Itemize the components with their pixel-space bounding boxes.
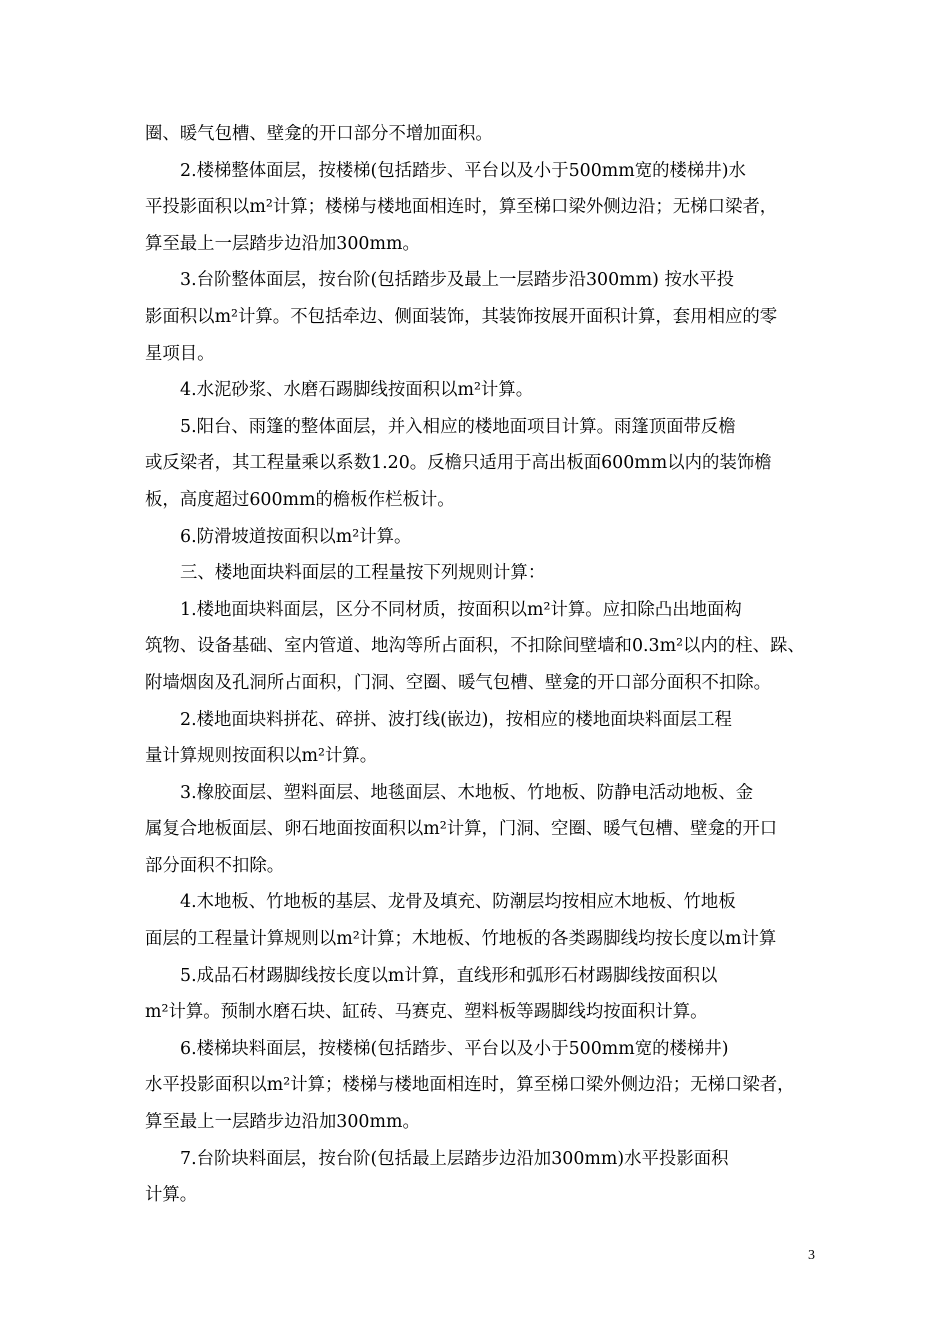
text-line: 3.台阶整体面层，按台阶(包括踏步及最上一层踏步沿300mm) 按水平投 — [180, 270, 735, 291]
text-line: m²计算。预制水磨石块、缸砖、马赛克、塑料板等踢脚线均按面积计算。 — [145, 1002, 708, 1023]
text-line: 算至最上一层踏步边沿加300mm。 — [145, 1112, 420, 1133]
text-line: 4.水泥砂浆、水磨石踢脚线按面积以m²计算。 — [180, 380, 534, 401]
text-line: 筑物、设备基础、室内管道、地沟等所占面积，不扣除间壁墙和0.3m²以内的柱、跺、 — [145, 636, 805, 657]
text-line: 附墙烟囱及孔洞所占面积，门洞、空圈、暖气包槽、壁龛的开口部分面积不扣除。 — [145, 672, 772, 693]
text-line: 5.阳台、雨篷的整体面层，并入相应的楼地面项目计算。雨篷顶面带反檐 — [180, 416, 736, 437]
text-line: 2.楼地面块料拼花、碎拼、波打线(嵌边)，按相应的楼地面块料面层工程 — [180, 709, 732, 730]
text-line: 水平投影面积以m²计算；楼梯与楼地面相连时，算至梯口梁外侧边沿；无梯口梁者， — [145, 1075, 795, 1096]
text-line: 2.楼梯整体面层，按楼梯(包括踏步、平台以及小于500mm宽的楼梯井)水 — [180, 160, 746, 181]
text-line: 圈、暖气包槽、壁龛的开口部分不增加面积。 — [145, 124, 493, 144]
text-line: 量计算规则按面积以m²计算。 — [145, 746, 378, 767]
text-line: 5.成品石材踢脚线按长度以m计算，直线形和弧形石材踢脚线按面积以 — [180, 965, 718, 986]
text-line: 三、楼地面块料面层的工程量按下列规则计算： — [180, 563, 546, 584]
text-line: 1.楼地面块料面层，区分不同材质，按面积以m²计算。应扣除凸出地面构 — [180, 599, 742, 620]
text-line: 计算。 — [145, 1185, 198, 1206]
text-line: 属复合地板面层、卵石地面按面积以m²计算，门洞、空圈、暖气包槽、壁龛的开口 — [145, 819, 778, 840]
text-line: 7.台阶块料面层，按台阶(包括最上层踏步边沿加300mm)水平投影面积 — [180, 1148, 729, 1169]
body-text — [145, 116, 810, 1214]
text-line: 或反梁者，其工程量乘以系数1.20。反檐只适用于高出板面600mm以内的装饰檐 — [145, 453, 772, 474]
text-line: 影面积以m²计算。不包括牵边、侧面装饰，其装饰按展开面积计算，套用相应的零 — [145, 306, 778, 327]
text-line: 6.楼梯块料面层，按楼梯(包括踏步、平台以及小于500mm宽的楼梯井) — [180, 1038, 729, 1059]
text-line: 6.防滑坡道按面积以m²计算。 — [180, 526, 412, 547]
text-line: 板，高度超过600mm的檐板作栏板计。 — [145, 489, 455, 510]
text-line: 4.木地板、竹地板的基层、龙骨及填充、防潮层均按相应木地板、竹地板 — [180, 892, 736, 913]
text-line: 平投影面积以m²计算；楼梯与楼地面相连时，算至梯口梁外侧边沿；无梯口梁者， — [145, 197, 778, 218]
page-number: 3 — [808, 1248, 815, 1263]
text-line: 星项目。 — [145, 343, 215, 364]
text-line: 部分面积不扣除。 — [145, 855, 285, 876]
text-line: 面层的工程量计算规则以m²计算；木地板、竹地板的各类踢脚线均按长度以m计算 — [145, 929, 777, 950]
text-line: 3.橡胶面层、塑料面层、地毯面层、木地板、竹地板、防静电活动地板、金 — [180, 782, 754, 803]
text-line: 算至最上一层踏步边沿加300mm。 — [145, 233, 420, 254]
